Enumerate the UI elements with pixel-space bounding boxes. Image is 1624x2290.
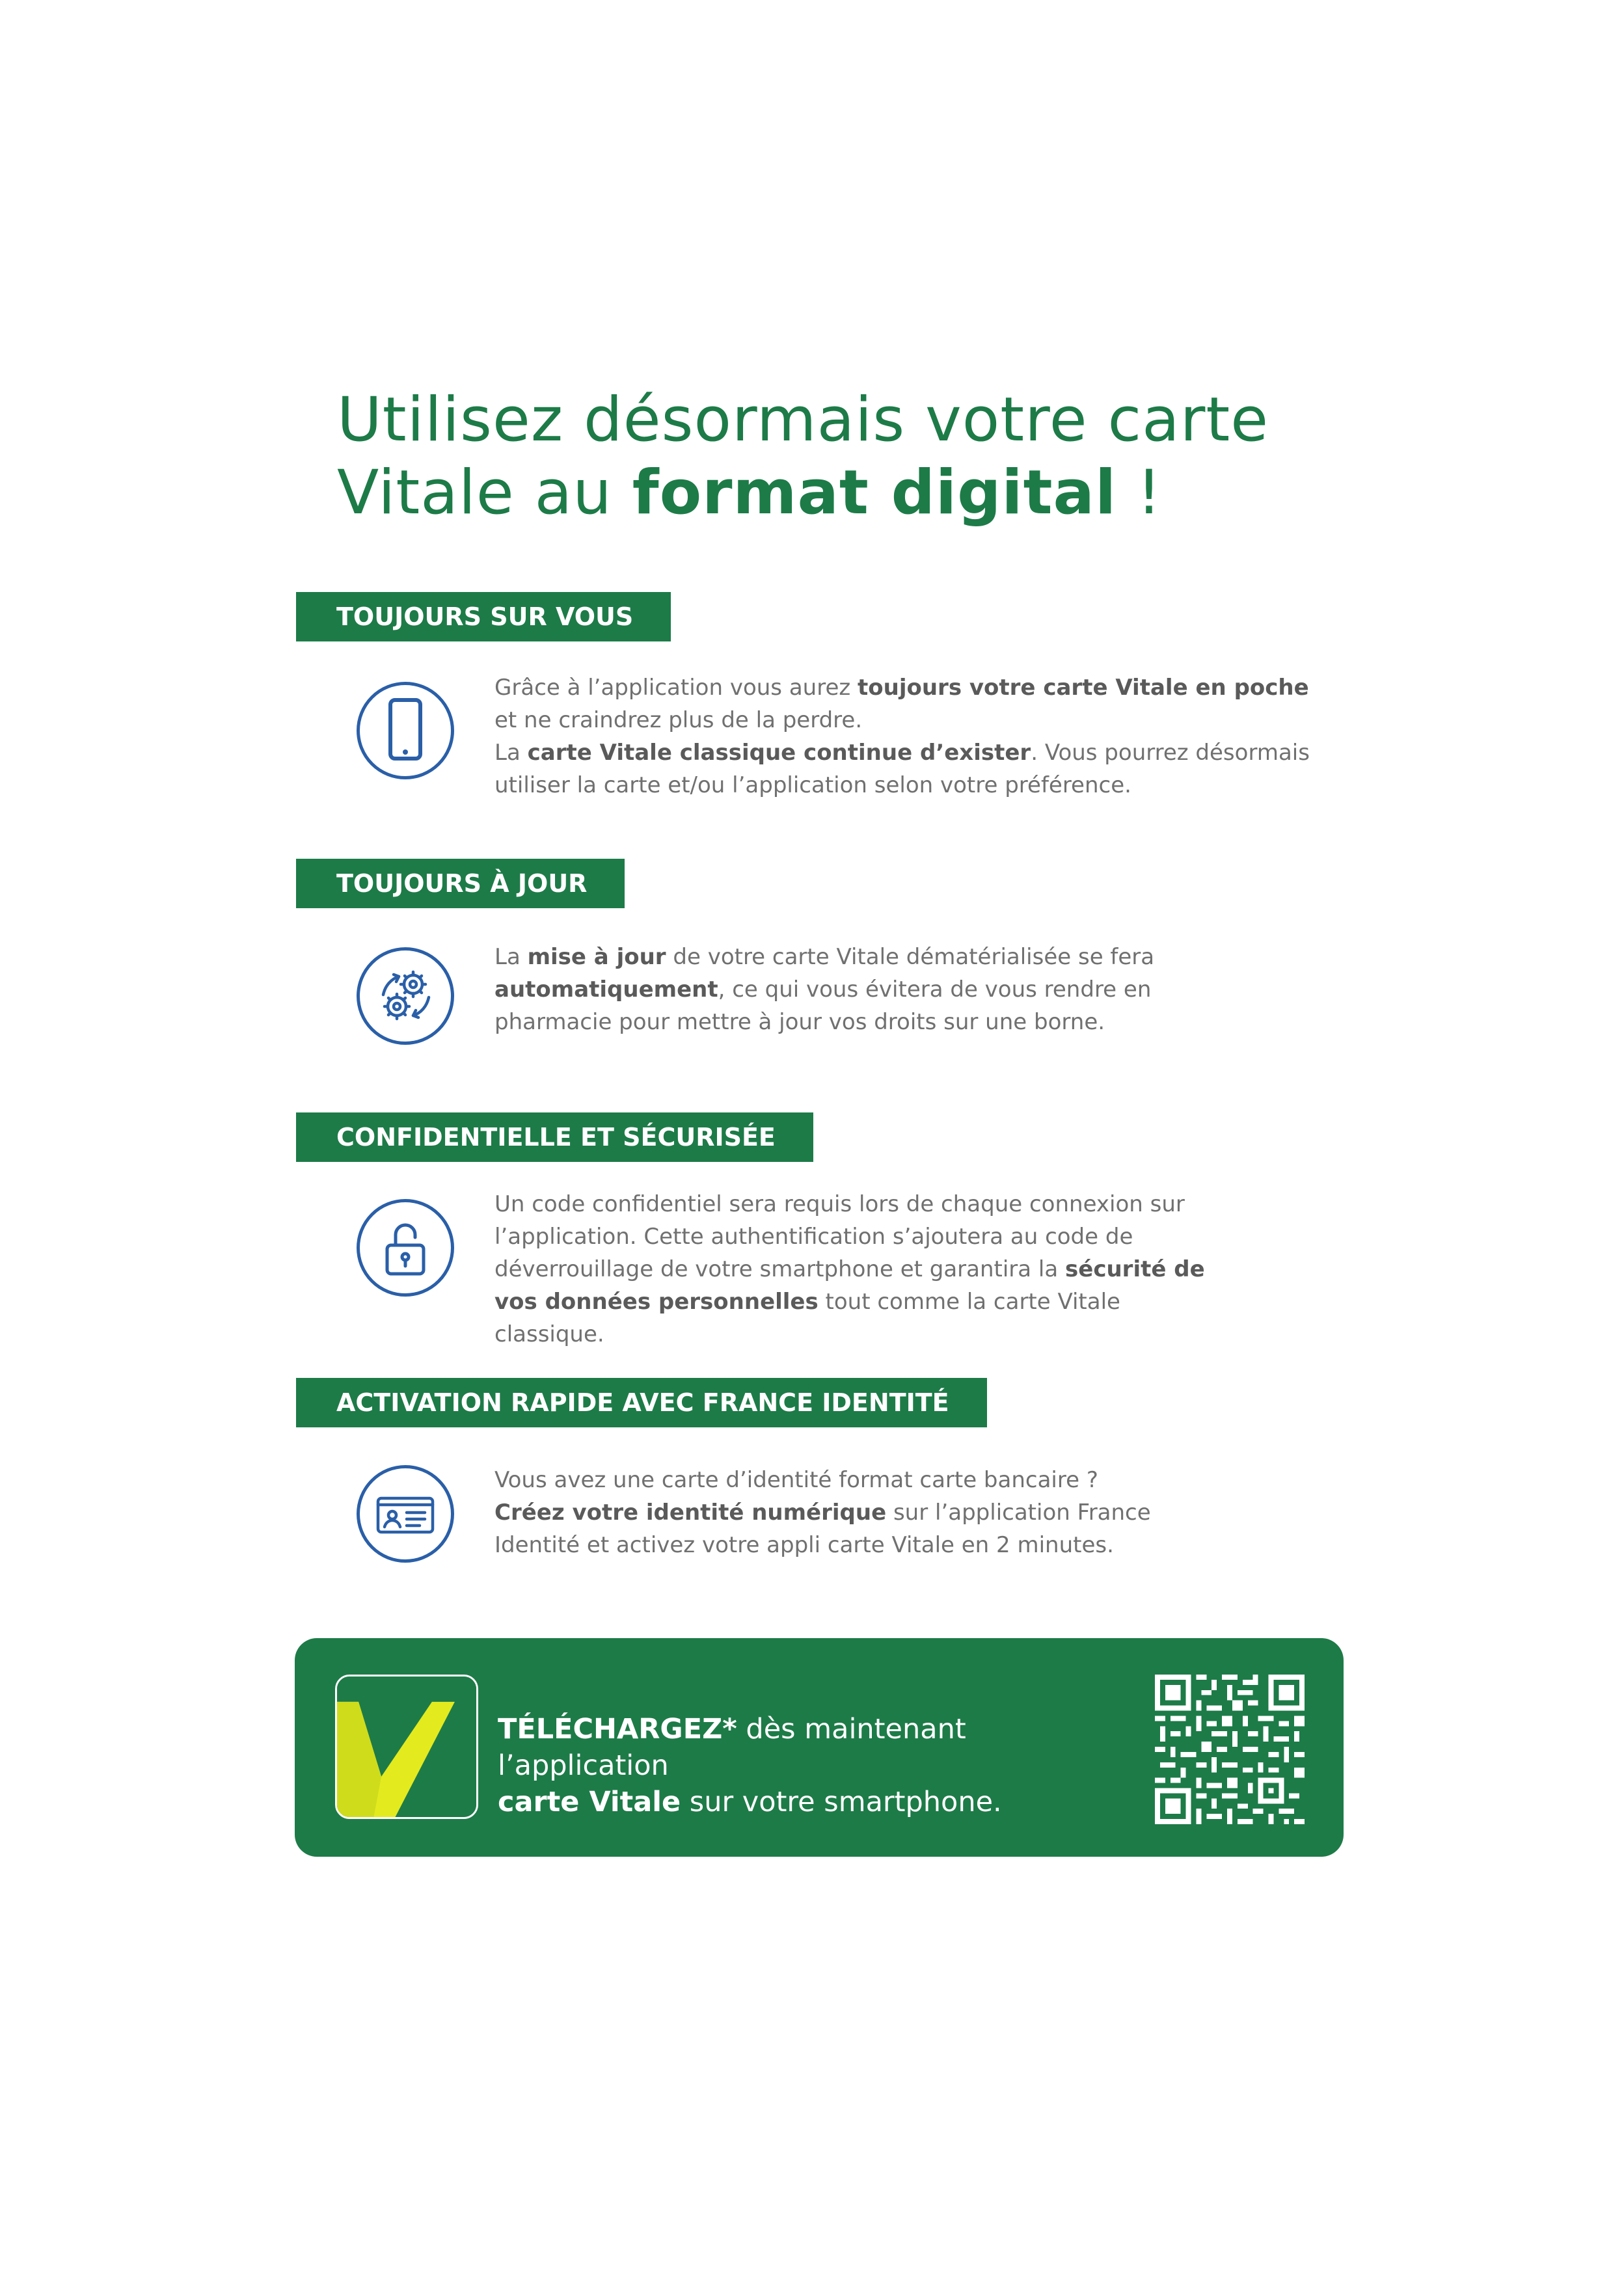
page-title: [337, 384, 1508, 530]
section-label-toujours-a-jour: TOUJOURS À JOUR: [296, 859, 625, 908]
padlock-icon: [357, 1199, 454, 1297]
id-card-icon: [357, 1465, 454, 1563]
title-line-1: Utilisez désormais votre carte: [337, 384, 1269, 455]
gears-sync-icon: [357, 947, 454, 1045]
section-label-confidentielle: CONFIDENTIELLE ET SÉCURISÉE: [296, 1112, 813, 1162]
carte-vitale-logo: [335, 1675, 478, 1819]
section-label-toujours-sur-vous: TOUJOURS SUR VOUS: [296, 592, 671, 641]
section-4-text: Vous avez une carte d’identité format carte bancaire ? Créez votre identité numérique sur l’application France Identité et activez votre appli carte Vitale en 2 minutes.: [494, 1467, 1151, 1558]
qr-code-icon[interactable]: [1155, 1675, 1305, 1824]
download-banner: [295, 1638, 1344, 1857]
title-emphasis: format digital: [632, 457, 1117, 528]
section-1-text: Grâce à l’application vous aurez toujours votre carte Vitale en poche et ne craindrez plus de la perdre. La carte Vitale classique continue d’exister. Vous pourrez désormais utiliser la carte et/ou l’application selon votre préférence.: [494, 675, 1310, 798]
section-2-text: La mise à jour de votre carte Vitale dématérialisée se fera automatiquement, ce qui vous évitera de vous rendre en pharmacie pour mettre à jour vos droits sur une borne.: [494, 944, 1155, 1035]
section-label-activation-rapide: ACTIVATION RAPIDE AVEC FRANCE IDENTITÉ: [296, 1378, 987, 1427]
section-3-text: Un code confidentiel sera requis lors de chaque connexion sur l’application. Cette authentification s’ajoutera au code de déverrouillage de votre smartphone et garantira la sécurité de vos données personnelles tout comme la carte Vitale classique.: [494, 1191, 1205, 1347]
banner-text: TÉLÉCHARGEZ* dès maintenant l’application carte Vitale sur votre smartphone.: [498, 1713, 1002, 1818]
smartphone-icon: [357, 682, 454, 779]
title-line-2: Vitale au format digital !: [337, 457, 1162, 528]
